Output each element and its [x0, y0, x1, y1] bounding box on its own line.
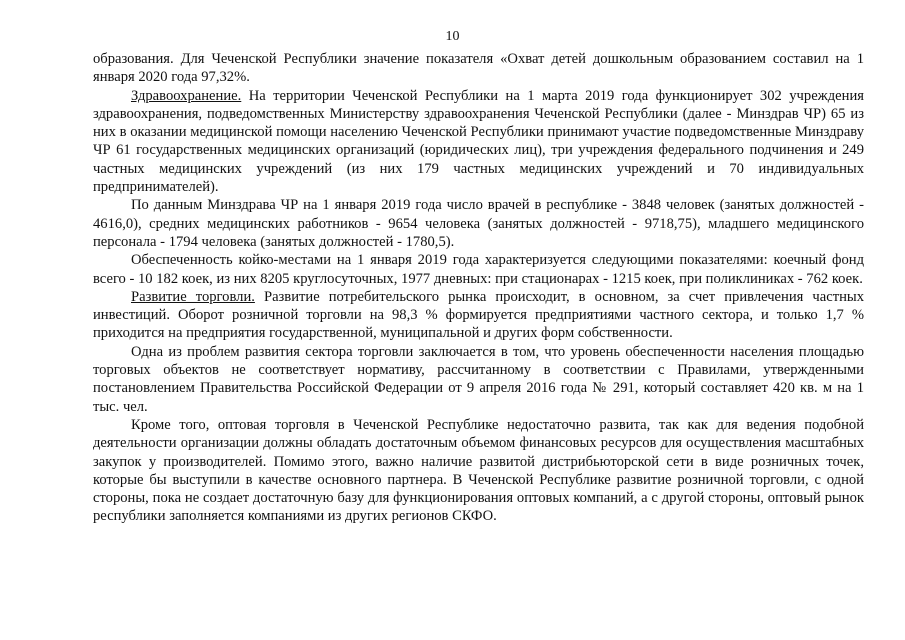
paragraph-trade	[93, 288, 864, 343]
paragraph-beds	[93, 251, 864, 288]
document-body	[93, 50, 864, 526]
section-heading-healthcare: Здравоохранение.	[131, 87, 242, 104]
paragraph-text: Кроме того, оптовая торговля в Чеченской Республике недостаточно развита, так как для ведения подобной деятельности организации должны обладать достаточным объемом финансовых ресурсов для осуществления масштабных закупок у производителей. Помимо этого, важно наличие развитой дистрибьюторской сети в виде розничных точек, которые бы выступили в качестве основного партнера. В Чеченской Республике развитие розничной торговли, с одной стороны, пока не создает достаточную базу для функционирования оптовых компаний, а с другой стороны, оптовый рынок республики заполняется компаниями из других регионов СКФО.	[93, 416, 864, 525]
paragraph-education-continuation	[93, 50, 864, 87]
paragraph-text: образования. Для Чеченской Республики значение показателя «Охват детей дошкольным образованием составил на 1 января 2020 года 97,32%.	[93, 51, 864, 86]
paragraph-text: На территории Чеченской Республики на 1 марта 2019 года функционирует 302 учреждения здравоохранения, подведомственных Министерству здравоохранения Чеченской Республики (далее - Минздрав ЧР) 65 из них в оказании медицинской помощи населению Чеченской Республики принимают участие подведомственные Минздраву ЧР 61 государственных медицинских организаций (юридических лиц), три учреждения федерального подчинения и 249 частных медицинских учреждений (из них 179 частных медицинских учреждений и 70 индивидуальных предпринимателей).	[93, 87, 864, 196]
paragraph-healthcare	[93, 87, 864, 197]
paragraph-doctors	[93, 196, 864, 251]
section-heading-trade: Развитие торговли.	[131, 288, 255, 305]
paragraph-text: Развитие потребительского рынка происходит, в основном, за счет привлечения частных инвестиций. Оборот розничной торговли на 98,3 % формируется предприятиями частного сектора, и только 1,7 % приходится на предприятия государственной, муниципальной и других форм собственности.	[93, 288, 864, 342]
page-number: 10	[445, 29, 460, 44]
paragraph-text: Одна из проблем развития сектора торговли заключается в том, что уровень обеспеченности населения площадью торговых объектов не соответствует нормативу, рассчитанному в соответствии с Правилами, утвержденными постановлением Правительства Российской Федерации от 9 апреля 2016 года № 291, который составляет 420 кв. м на 1 тыс. чел.	[93, 343, 864, 415]
paragraph-text: Обеспеченность койко-местами на 1 января 2019 года характеризуется следующими показателями: коечный фонд всего - 10 182 коек, из них 8205 круглосуточных, 1977 дневных: при стационарах - 1215 коек, при поликлиниках - 762 коек.	[93, 252, 864, 287]
paragraph-wholesale	[93, 416, 864, 526]
paragraph-trade-problems	[93, 343, 864, 416]
paragraph-text: По данным Минздрава ЧР на 1 января 2019 года число врачей в республике - 3848 человек (занятых должностей - 4616,0), средних медицинских работников - 9654 человека (занятых должностей - 9718,75), младшего медицинского персонала - 1794 человека (занятых должностей - 1780,5).	[93, 197, 864, 250]
